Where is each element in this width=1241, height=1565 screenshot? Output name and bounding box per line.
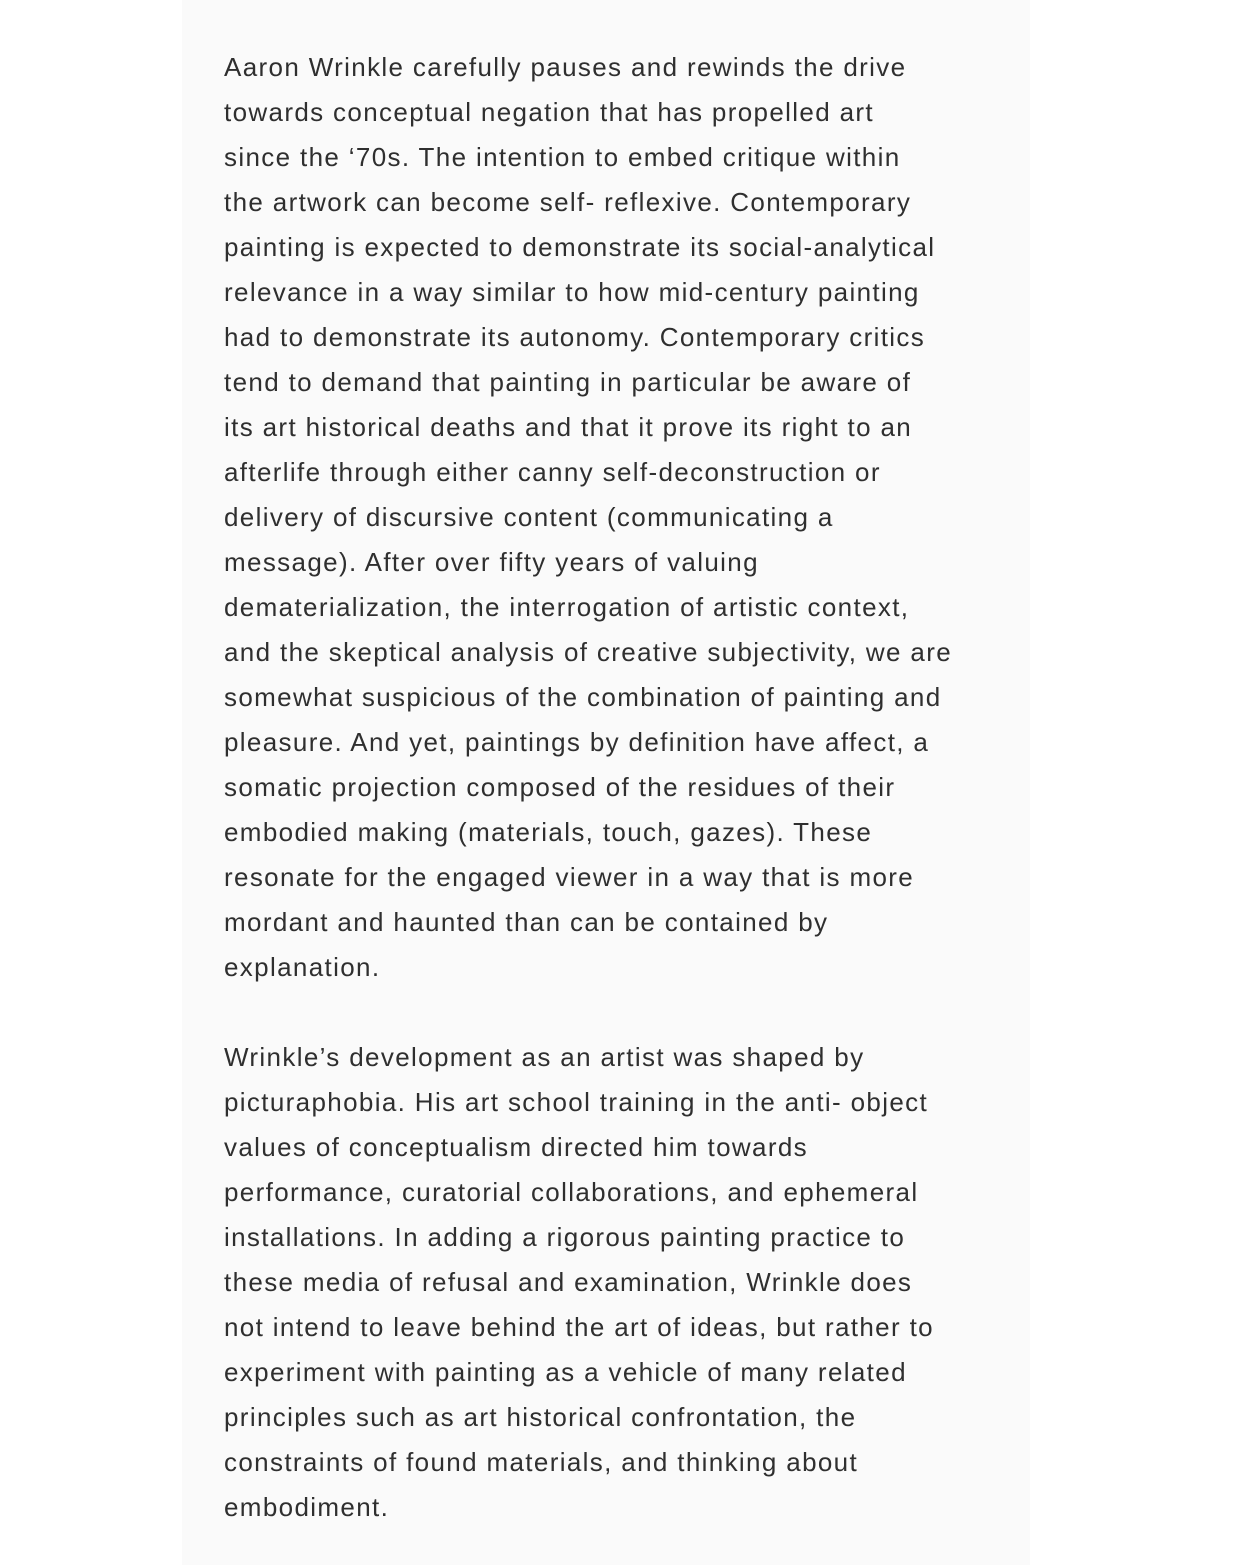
article-body xyxy=(224,45,996,1530)
article-paragraph-1: Aaron Wrinkle carefully pauses and rewinds the drive towards conceptual negation that has propelled art since the ‘70s. The intention to embed critique within the artwork can become self- reflexive. Contemporary painting is expected to demonstrate its social-analytical relevance in a way similar to how mid-century painting had to demonstrate its autonomy. Contemporary critics tend to demand that painting in particular be aware of its art historical deaths and that it prove its right to an afterlife through either canny self-deconstruction or delivery of discursive content (communicating a message). After over fifty years of valuing dematerialization, the interrogation of artistic context, and the skeptical analysis of creative subjectivity, we are somewhat suspicious of the combination of painting and pleasure. And yet, paintings by definition have affect, a somatic projection composed of the residues of their embodied making (materials, touch, gazes). These resonate for the engaged viewer in a way that is more mordant and haunted than can be contained by explanation. xyxy=(224,52,953,982)
page-column xyxy=(182,0,1030,1565)
article-paragraph-2: Wrinkle’s development as an artist was shaped by picturaphobia. His art school training in the anti- object values of conceptualism directed him towards performance, curatorial collaborations, and ephemeral installations. In adding a rigorous painting practice to these media of refusal and examination, Wrinkle does not intend to leave behind the art of ideas, but rather to experiment with painting as a vehicle of many related principles such as art historical confrontation, the constraints of found materials, and thinking about embodiment. xyxy=(224,1042,934,1522)
